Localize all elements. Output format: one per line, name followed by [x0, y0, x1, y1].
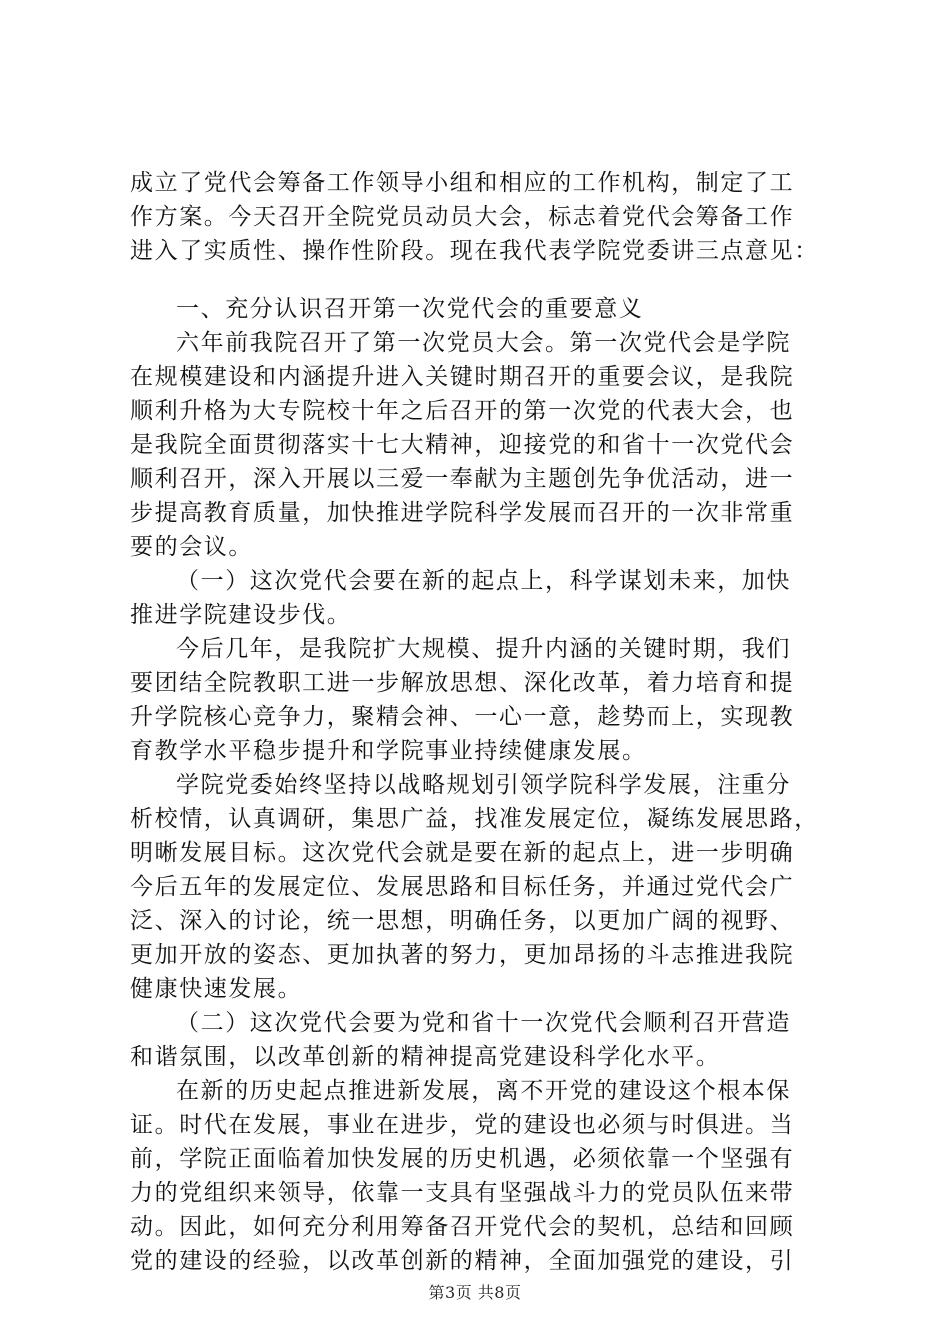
text-line: 进入了实质性、操作性阶段。现在我代表学院党委讲三点意见：: [130, 238, 819, 264]
text-line: 证。时代在发展，事业在进步，党的建设也必须与时俱进。当: [130, 1112, 795, 1138]
paragraph: [130, 768, 830, 1006]
text-line: （二）这次党代会要为党和省十一次党代会顺利召开营造: [176, 1010, 791, 1036]
text-line: 动。因此，如何充分利用筹备召开党代会的契机，总结和回顾: [130, 1214, 795, 1240]
document-body: [130, 166, 830, 1278]
text-line: 前，学院正面临着加快发展的历史机遇，必须依靠一个坚强有: [130, 1146, 795, 1172]
text-line: 顺利升格为大专院校十年之后召开的第一次党的代表大会，也: [130, 398, 795, 424]
text-line: 成立了党代会筹备工作领导小组和相应的工作机构，制定了工: [130, 170, 795, 196]
subsection-heading: [130, 1006, 830, 1074]
paragraph: [130, 326, 830, 564]
text-line: 步提高教育质量，加快推进学院科学发展而召开的一次非常重: [130, 500, 795, 526]
text-line: 推进学院建设步伐。: [130, 602, 352, 628]
text-line: 顺利召开，深入开展以三爱一奉献为主题创先争优活动，进一: [130, 466, 795, 492]
paragraph-continuation: [130, 166, 830, 268]
text-line: 力的党组织来领导，依靠一支具有坚强战斗力的党员队伍来带: [130, 1180, 795, 1206]
text-line: 在新的历史起点推进新发展，离不开党的建设这个根本保: [176, 1078, 791, 1104]
text-line: 健康快速发展。: [130, 976, 303, 1002]
page-number-footer: 第3页 共8页: [428, 1283, 522, 1302]
text-line: 析校情，认真调研，集思广益，找准发展定位，凝练发展思路，: [130, 806, 819, 832]
text-line: 要的会议。: [130, 534, 253, 560]
paragraph-gap: [130, 268, 830, 292]
text-line: 作方案。今天召开全院党员动员大会，标志着党代会筹备工作: [130, 204, 795, 230]
heading-line: 一、充分认识召开第一次党代会的重要意义: [176, 296, 644, 322]
text-line: （一）这次党代会要在新的起点上，科学谋划未来，加快: [176, 568, 791, 594]
text-line: 今后几年，是我院扩大规模、提升内涵的关键时期，我们: [176, 636, 791, 662]
text-line: 今后五年的发展定位、发展思路和目标任务，并通过党代会广: [130, 874, 795, 900]
paragraph: [130, 1074, 830, 1278]
text-line: 六年前我院召开了第一次党员大会。第一次党代会是学院: [176, 330, 791, 356]
text-line: 党的建设的经验，以改革创新的精神，全面加强党的建设，引: [130, 1248, 795, 1274]
text-line: 和谐氛围，以改革创新的精神提高党建设科学化水平。: [130, 1044, 721, 1070]
text-line: 泛、深入的讨论，统一思想，明确任务，以更加广阔的视野、: [130, 908, 795, 934]
subsection-heading: [130, 564, 830, 632]
text-line: 明晰发展目标。这次党代会就是要在新的起点上，进一步明确: [130, 840, 795, 866]
section-heading: [130, 292, 830, 326]
text-line: 在规模建设和内涵提升进入关键时期召开的重要会议，是我院: [130, 364, 795, 390]
text-line: 升学院核心竞争力，聚精会神、一心一意，趁势而上，实现教: [130, 704, 795, 730]
text-line: 是我院全面贯彻落实十七大精神，迎接党的和省十一次党代会: [130, 432, 795, 458]
paragraph: [130, 632, 830, 768]
text-line: 更加开放的姿态、更加执著的努力，更加昂扬的斗志推进我院: [130, 942, 795, 968]
text-line: 要团结全院教职工进一步解放思想、深化改革，着力培育和提: [130, 670, 795, 696]
text-line: 学院党委始终坚持以战略规划引领学院科学发展，注重分: [176, 772, 791, 798]
text-line: 育教学水平稳步提升和学院事业持续健康发展。: [130, 738, 647, 764]
